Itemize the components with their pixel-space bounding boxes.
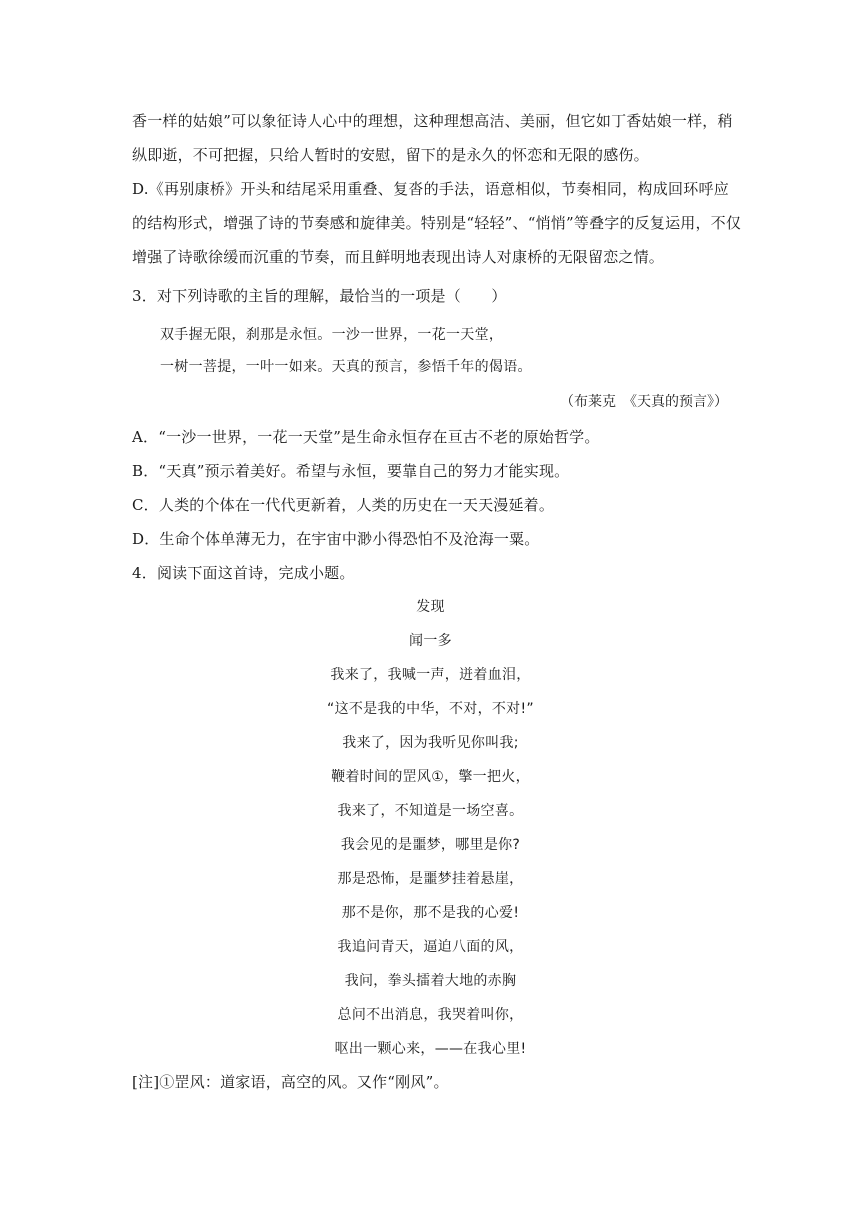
poem-line: 呕出一颗心来，——在我心里! (334, 1041, 527, 1057)
footnote: [注]①罡风：道家语，高空的风。又作“刚风”。 (132, 1073, 449, 1091)
poem-line: 我问，拳头擂着大地的赤胸 (344, 973, 517, 989)
poem-line: 那不是你，那不是我的心爱! (341, 905, 520, 921)
option-b: B．“天真”预示着美好。希望与永恒，要靠自己的努力才能实现。 (132, 462, 570, 480)
poem-line: “这不是我的中华，不对，不对!” (327, 701, 534, 717)
poem-line: 我来了，因为我听见你叫我; (342, 735, 519, 751)
poem-line: 我追问青天，逼迫八面的风， (337, 939, 524, 955)
question-3-stem: 3．对下列诗歌的主旨的理解，最恰当的一项是（ ） (132, 287, 507, 305)
poem-line: 一树一菩提，一叶一如来。天真的预言，参悟千年的偈语。 (160, 359, 532, 375)
question-4-stem: 4．阅读下面这首诗，完成小题。 (132, 564, 355, 582)
passage-line: 香一样的姑娘”可以象征诗人心中的理想，这种理想高洁、美丽，但它如丁香姑娘一样，稍 (132, 112, 733, 130)
poem-line: 那是恐怖，是噩梦挂着悬崖， (337, 871, 524, 887)
option-d-line: D.《再别康桥》开头和结尾采用重叠、复沓的手法，语意相似，节奏相同，构成回环呼应 (132, 180, 729, 198)
poem-title: 发现 (416, 599, 445, 615)
option-a: A．“一沙一世界，一花一天堂”是生命永恒存在亘古不老的原始哲学。 (132, 428, 600, 446)
poem-source: （布莱克 《天真的预言》） (560, 394, 728, 410)
poem-line: 我会见的是噩梦，哪里是你? (340, 837, 521, 853)
option-c: C．人类的个体在一代代更新着，人类的历史在一天天漫延着。 (132, 496, 555, 514)
poem-line: 双手握无限，刹那是永恒。一沙一世界，一花一天堂， (160, 327, 504, 343)
option-d: D．生命个体单薄无力，在宇宙中渺小得恐怕不及沧海一粟。 (132, 530, 540, 548)
poem-line: 鞭着时间的罡风①，擎一把火， (331, 769, 530, 785)
option-d-line: 的结构形式，增强了诗的节奏感和旋律美。特别是“轻轻”、“悄悄”等叠字的反复运用，不仅 (132, 214, 742, 232)
passage-line: 纵即逝，不可把握，只给人暂时的安慰，留下的是永久的怀恋和无限的感伤。 (132, 146, 649, 164)
poem-line: 我来了，不知道是一场空喜。 (337, 803, 524, 819)
poem-author: 闻一多 (409, 633, 452, 649)
option-d-line: 增强了诗歌徐缓而沉重的节奏，而且鲜明地表现出诗人对康桥的无限留恋之情。 (132, 248, 665, 266)
poem-line: 总问不出消息，我哭着叫你， (337, 1007, 524, 1023)
poem-line: 我来了，我喊一声，迸着血泪， (330, 667, 531, 683)
